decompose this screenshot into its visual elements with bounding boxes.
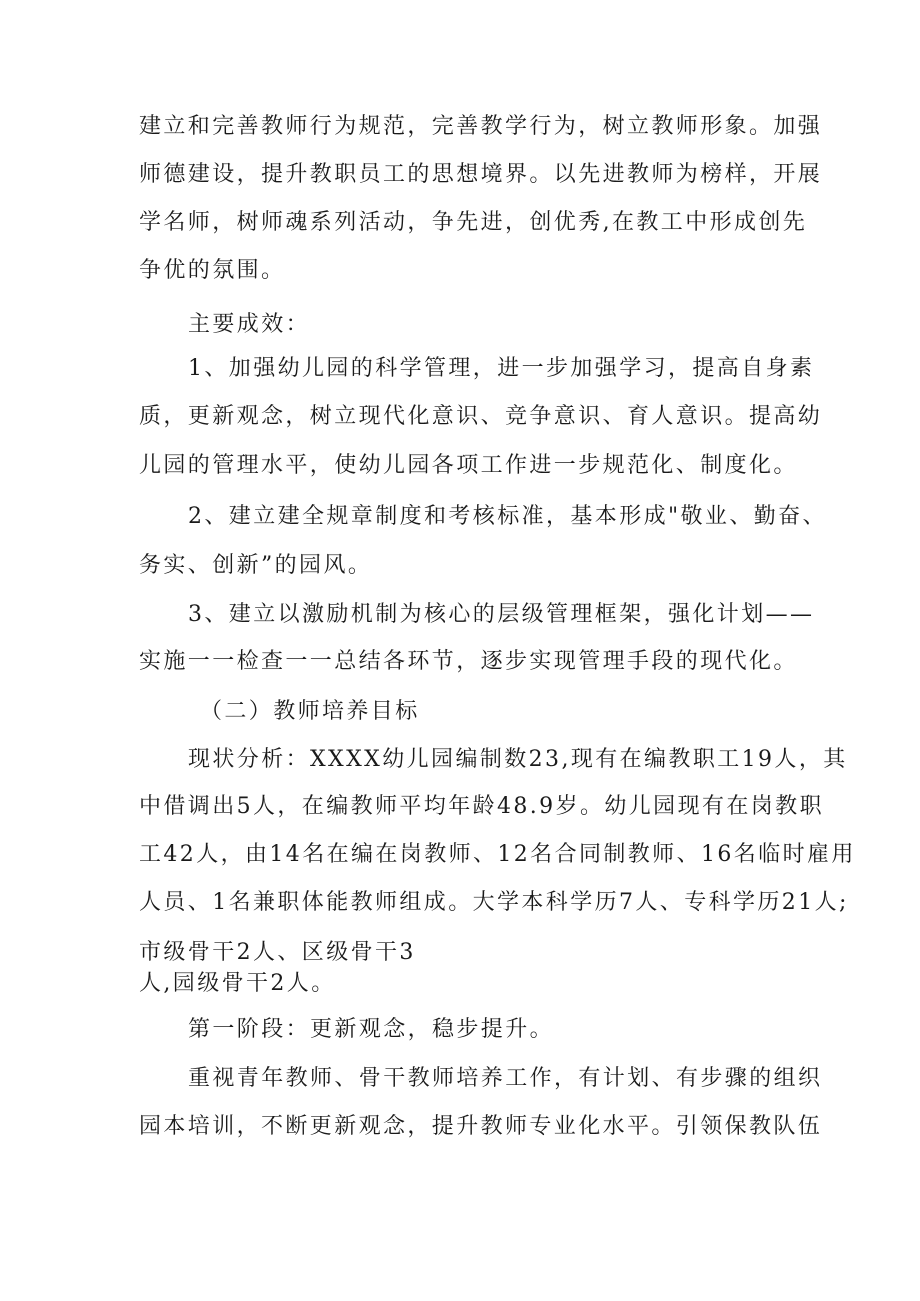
text-line: 务实、创新”的园风。: [139, 553, 373, 578]
text-line: 争优的氛围。: [139, 258, 286, 283]
text-line: 市级骨干2人、区级骨干3: [139, 940, 416, 965]
section-label: 主要成效：: [188, 312, 311, 337]
text-line: 质，更新观念，树立现代化意识、竞争意识、育人意识。提高幼: [139, 404, 823, 429]
text-line: 1、加强幼儿园的科学管理，进一步加强学习，提高自身素: [188, 356, 815, 381]
text-line: 实施一一检查一一总结各环节，逐步实现管理手段的现代化。: [139, 649, 798, 674]
text-line: 3、建立以激励机制为核心的层级管理框架，强化计划——: [188, 602, 815, 627]
text-line: 中借调出5人，在编教师平均年龄48.9岁。幼儿园现有在岗教职: [139, 794, 824, 819]
text-line: 人,园级骨干2人。: [139, 971, 336, 996]
text-line: 师德建设，提升教职员工的思想境界。以先进教师为榜样，开展: [139, 162, 823, 187]
text-line: 儿园的管理水平，使幼儿园各项工作进一步规范化、制度化。: [139, 453, 798, 478]
text-line: 建立和完善教师行为规范，完善教学行为，树立教师形象。加强: [139, 114, 823, 139]
text-line: 工42人，由14名在编在岗教师、12名合同制教师、16名临时雇用: [139, 842, 856, 867]
text-line: 2、建立建全规章制度和考核标准，基本形成"敬业、勤奋、: [188, 504, 827, 529]
text-line: 重视青年教师、骨干教师培养工作，有计划、有步骤的组织: [188, 1066, 823, 1091]
section-heading: （二）教师培养目标: [200, 699, 420, 724]
text-line: 现状分析：XXXX幼儿园编制数23,现有在编教职工19人，其: [188, 747, 848, 772]
text-line: 园本培训，不断更新观念，提升教师专业化水平。引领保教队伍: [139, 1114, 823, 1139]
text-line: 第一阶段：更新观念，稳步提升。: [188, 1017, 555, 1042]
text-line: 学名师，树师魂系列活动，争先进，创优秀,在教工中形成创先: [139, 210, 808, 235]
text-line: 人员、1名兼职体能教师组成。大学本科学历7人、专科学历21人;: [139, 890, 849, 915]
